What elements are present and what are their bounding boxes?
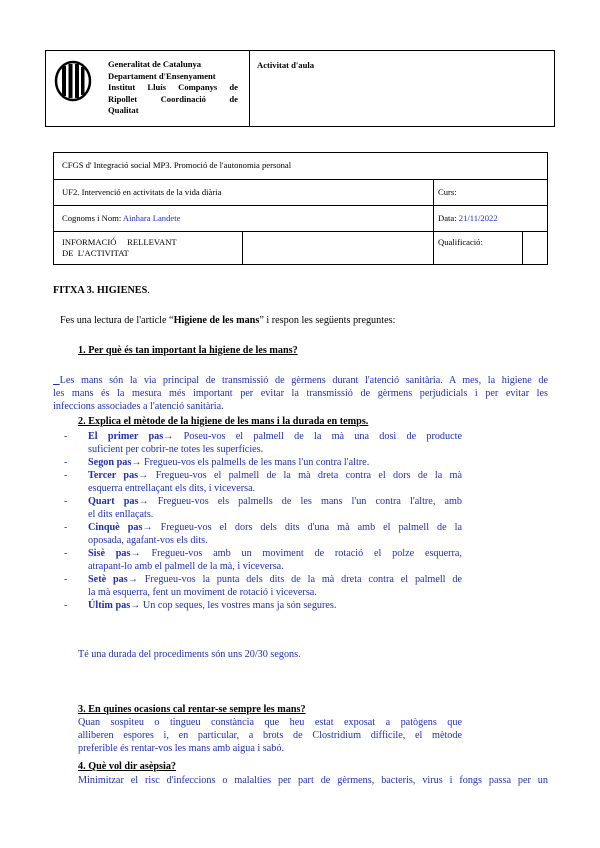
institution-line: Qualitat bbox=[108, 105, 139, 116]
answer-3-line: alliberen espores i, en particular, a brots de Clostridium difficile, el mètode bbox=[78, 730, 462, 741]
date-label: Data: bbox=[438, 213, 457, 223]
step-label: Quart pas bbox=[88, 496, 139, 507]
steps-list bbox=[62, 430, 462, 612]
activity-cell bbox=[249, 51, 554, 126]
answer-3 bbox=[78, 716, 462, 755]
student-name-field bbox=[62, 213, 180, 224]
name-label: Cognoms i Nom: bbox=[62, 213, 122, 223]
unit-name: UF2. Intervenció en activitats de la vida diària bbox=[62, 187, 222, 197]
article-title: Higiene de les mans bbox=[173, 315, 260, 326]
arrow-icon: → bbox=[127, 574, 138, 585]
step-label: El primer pas bbox=[88, 431, 164, 442]
institution-line: Institut Lluís Companys de bbox=[108, 82, 238, 93]
question-4-text: 4. Què vol dir asèpsia? bbox=[78, 761, 177, 772]
question-2-text: 2. Explica el mètode de la higiene de les mans i la durada en temps. bbox=[78, 416, 369, 427]
grade-label: Qualificació: bbox=[438, 237, 483, 247]
answer-3-line: preferible és rentar-vos les mans amb aigua i sabó. bbox=[78, 743, 285, 754]
question-1 bbox=[78, 344, 298, 357]
institution-cell bbox=[46, 51, 250, 126]
intro-pre: Fes una lectura de l'article “ bbox=[60, 315, 174, 326]
list-item: - Quart pas→ Fregueu-vos els palmells de les mans l'un contra l'altre, amb el dits enllaçats. bbox=[64, 496, 463, 520]
answer-3-line: Quan sospiteu o tingueu constància que heu estat exposat a patògens que bbox=[78, 717, 462, 728]
arrow-icon: → bbox=[138, 496, 149, 507]
answer-1-line: les mans és la mesura més important per evitar la transmissió de gèrmens perjudicials i per evitar les bbox=[53, 388, 548, 399]
duration-text: Té una durada del procediments són uns 20/30 segons. bbox=[78, 649, 301, 660]
question-1-text: 1. Per què és tan important la higiene de les mans? bbox=[78, 345, 298, 356]
question-3 bbox=[78, 703, 306, 716]
relevant-line: DE L'ACTIVITAT bbox=[62, 248, 129, 258]
list-item: - Últim pas→ Un cop seques, les vostres mans ja són segures. bbox=[64, 600, 337, 611]
answer-1 bbox=[53, 374, 548, 413]
generalitat-logo-icon bbox=[54, 60, 92, 102]
step-label: Setè pas bbox=[88, 574, 128, 585]
institution-name bbox=[108, 59, 238, 117]
list-item: - Segon pas→ Fregueu-vos els palmells de les mans l'un contra l'altre. bbox=[64, 457, 370, 468]
answer-4 bbox=[78, 774, 548, 787]
activity-type: Activitat d'aula bbox=[257, 60, 315, 70]
question-2 bbox=[78, 415, 368, 428]
intro-text bbox=[60, 314, 395, 327]
step-label: Segon pas bbox=[88, 457, 132, 468]
step-label: Cinquè pas bbox=[88, 522, 143, 533]
header-table bbox=[45, 50, 555, 127]
date-field bbox=[438, 213, 498, 224]
arrow-icon: → bbox=[163, 431, 174, 442]
curs-label: Curs: bbox=[438, 187, 457, 197]
name-value: Ainhara Landete bbox=[122, 213, 181, 223]
list-item: - Cinquè pas→ Fregueu-vos el dors dels dits d'una mà amb el palmell de la oposada, agafant-vos els dits. bbox=[64, 522, 463, 546]
list-item: - Sisè pas→ Fregueu-vos amb un moviment de rotació el polze esquerra, atrapant-lo amb el palmell de la mà, i viceversa. bbox=[64, 548, 462, 572]
relevant-line: INFORMACIÓ RELLEVANT bbox=[62, 237, 177, 247]
list-item: - Tercer pas→ Fregueu-vos el palmell de la mà dreta contra el dors de la mà esquerra entrellaçant els dits, i viceversa. bbox=[64, 470, 463, 494]
relevant-info-label bbox=[62, 237, 177, 259]
date-value: 21/11/2022 bbox=[458, 213, 498, 223]
arrow-icon: → bbox=[138, 470, 149, 481]
step-label: Sisè pas bbox=[88, 548, 131, 559]
course-name: CFGS d' Integració social MP3. Promoció de l'autonomia personal bbox=[62, 160, 292, 170]
list-item: - Setè pas→ Fregueu-vos la punta dels dits de la mà dreta contra el palmell de la mà esquerra, fent un moviment de rotació i viceversa. bbox=[64, 574, 463, 598]
answer-4-line: Minimitzar el risc d'infeccions o malalties per part de gèrmens, bacteris, virus i fongs passa per un bbox=[78, 775, 548, 786]
institution-line: Departament d'Ensenyament bbox=[108, 70, 216, 81]
arrow-icon: → bbox=[131, 457, 142, 468]
answer-1-line: infeccions associades a l'atenció sanitària. bbox=[53, 401, 224, 412]
intro-post: ” i respon les següents preguntes: bbox=[259, 315, 396, 326]
page-title bbox=[53, 284, 150, 297]
step-label: Tercer pas bbox=[88, 470, 139, 481]
info-table bbox=[53, 152, 548, 265]
question-4 bbox=[78, 760, 176, 773]
arrow-icon: → bbox=[130, 548, 141, 559]
arrow-icon: → bbox=[142, 522, 153, 533]
institution-line: Ripollet Coordinació de bbox=[108, 93, 238, 104]
list-item: - El primer pas→ Poseu-vos el palmell de la mà una dosi de producte suficient per cobrir-ne totes les superfícies. bbox=[64, 431, 462, 455]
institution-line: Generalitat de Catalunya bbox=[108, 59, 202, 69]
question-3-text: 3. En quines ocasions cal rentar-se sempre les mans? bbox=[78, 704, 306, 715]
step-label: Últim pas bbox=[88, 600, 131, 611]
title-text: FITXA 3. HIGIENES bbox=[53, 285, 148, 296]
answer-1-line: Les mans són la via principal de transmissió de gèrmens durant l'atenció sanitària. A mes, la higiene de bbox=[59, 375, 549, 386]
title-dot: . bbox=[147, 285, 150, 296]
arrow-icon: → bbox=[130, 600, 141, 611]
